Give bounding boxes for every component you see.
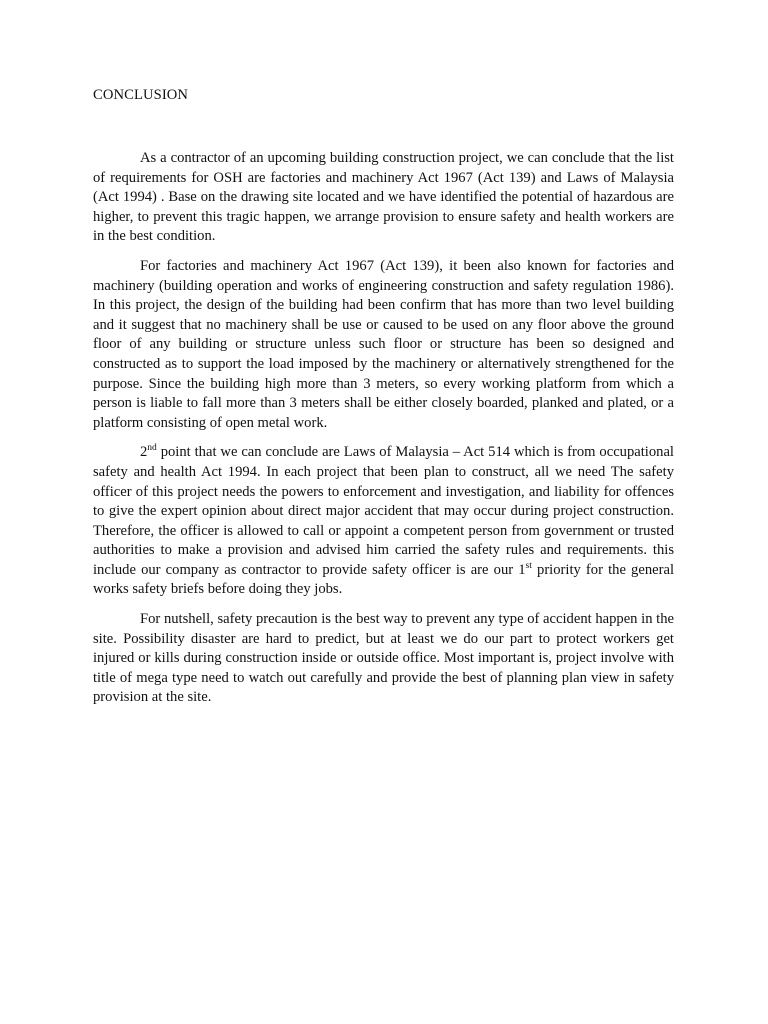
paragraph-osha-text-a: point that we can conclude are Laws of Malaysia – Act 514 which is from occupational safety and health Act 1994. In each project that been plan to construct, all we need The safety officer of this project needs the powers to enforcement and investigation, and liability for offences to give the expert opinion about direct major accident that may occur during project construction. Therefore, the officer is allowed to call or appoint a competent person from government or trusted authorities to make a provision and advised him carried the safety rules and requirements. this include our company as contractor to provide safety officer is are our 1 xyxy=(93,444,674,578)
ordinal-suffix-nd: nd xyxy=(147,443,157,454)
paragraph-osha xyxy=(93,443,674,600)
document-heading: CONCLUSION xyxy=(93,87,189,103)
paragraph-intro: As a contractor of an upcoming building construction project, we can conclude that the list of requirements for OSH are factories and machinery Act 1967 (Act 139) and Laws of Malaysia (Act 1994) . Base on the drawing site located and we have identified the potential of hazardous are higher, to prevent this tragic happen, we arrange provision to ensure safety and health workers are in the best condition. xyxy=(93,150,674,245)
ordinal-suffix-st: st xyxy=(525,561,532,572)
paragraph-osha-text-b: priority for the general works safety briefs before doing they jobs. xyxy=(93,561,674,598)
document-body xyxy=(93,149,674,718)
paragraph-nutshell: For nutshell, safety precaution is the best way to prevent any type of accident happen in the site. Possibility disaster are hard to predict, but at least we do our part to protect workers get injured or kills during construction inside or outside office. Most important is, project involve with title of mega type need to watch out carefully and provide the best of planning plan view in safety provision at the site. xyxy=(93,611,674,706)
paragraph-factories-act: For factories and machinery Act 1967 (Act 139), it been also known for factories and machinery (building operation and works of engineering construction and safety regulation 1986). In this project, the design of the building had been confirm that has more than two level building and it suggest that no machinery shall be use or caused to be used on any floor above the ground floor of any building or structure unless such floor or structure has been so designed and constructed as to support the load imposed by the machinery or alternatively strengthened for the purpose. Since the building high more than 3 meters, so every working platform from which a person is liable to fall more than 3 meters shall be either closely boarded, planked and plated, or a platform consisting of open metal work. xyxy=(93,257,674,431)
ordinal-number: 2 xyxy=(140,444,148,461)
